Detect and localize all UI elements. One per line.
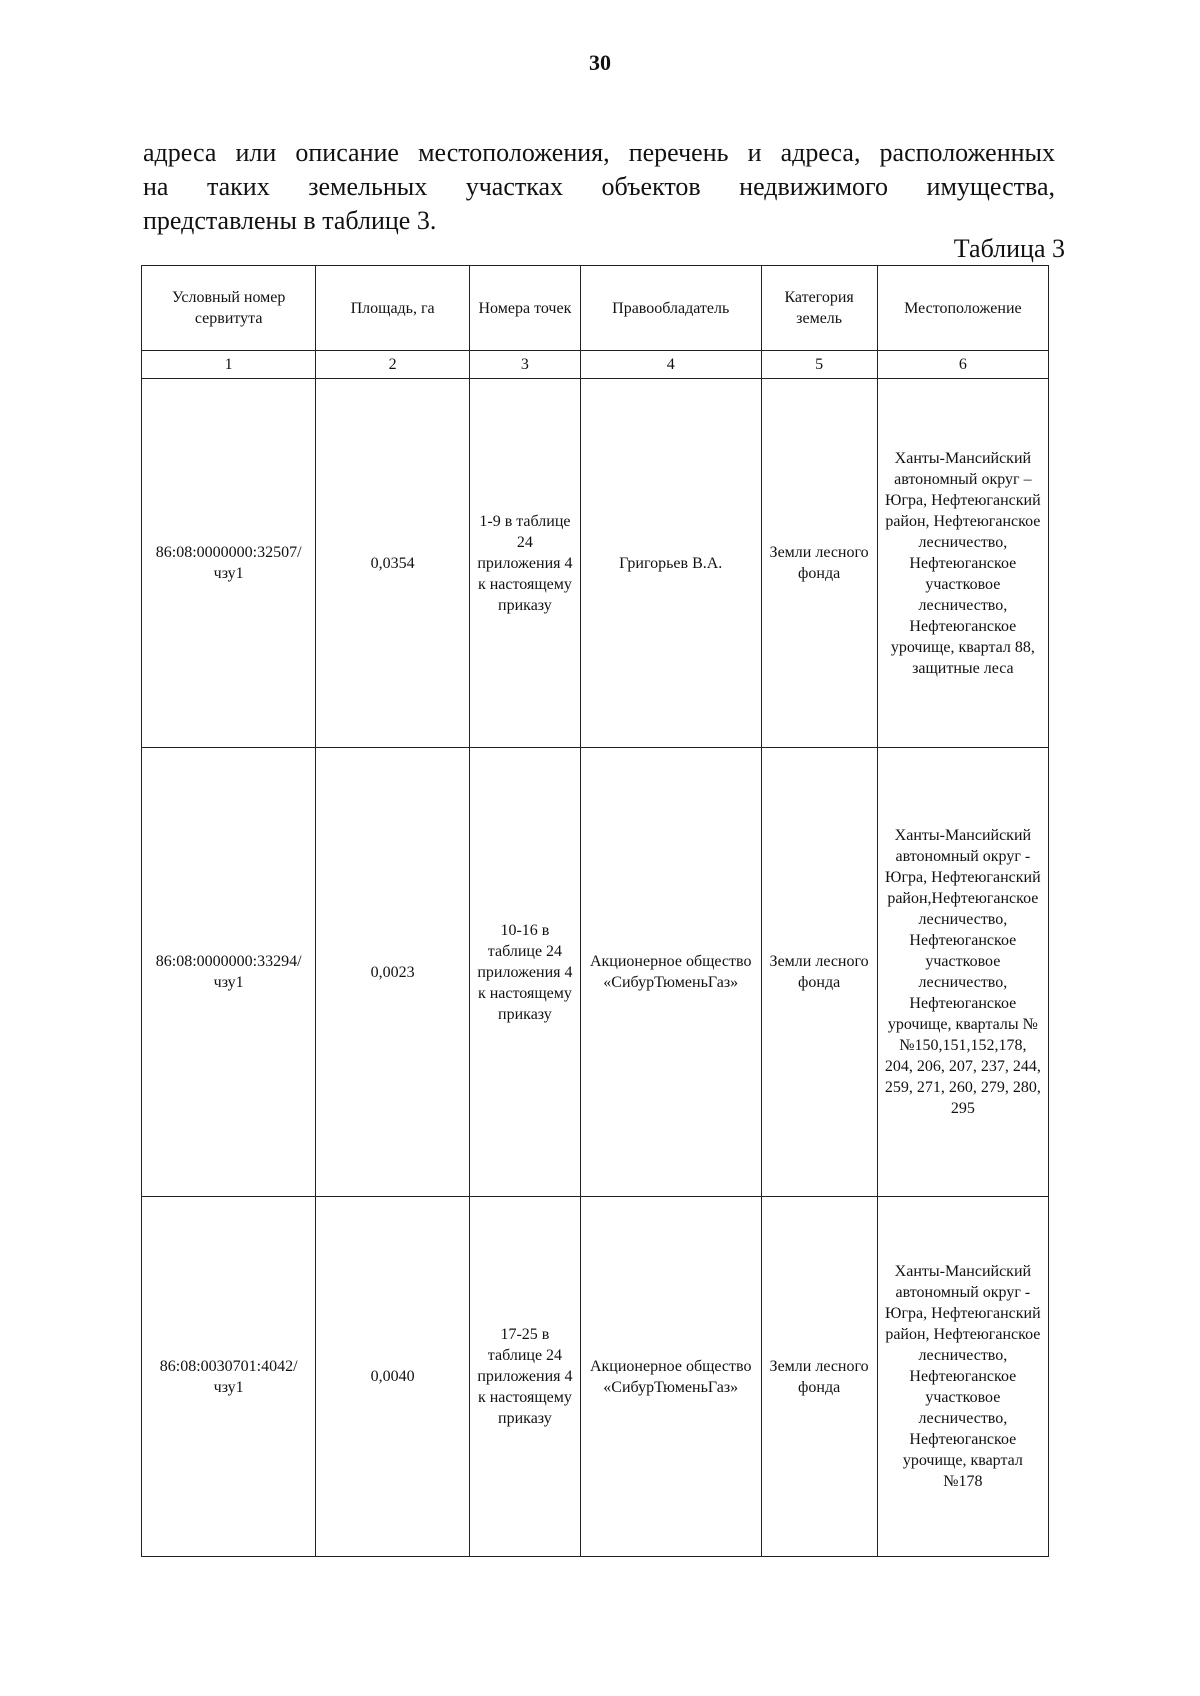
- header-points: Номера точек: [469, 266, 580, 351]
- land-category-cell: Земли лесного фонда: [761, 1197, 877, 1557]
- intro-line-2: на таких земельных участках объектов недвижимого имущества,: [143, 172, 1055, 201]
- owner-cell: Григорьев В.А.: [580, 379, 761, 748]
- table-caption: Таблица 3: [953, 234, 1065, 263]
- table-column-numbers-row: [142, 351, 1049, 379]
- location-cell: Ханты-Мансийский автономный округ - Югра, Нефтеюганский район,Нефтеюганское лесничество, Нефтеюганское участковое лесничество, Нефтеюганское урочище, кварталы №№150,151,152,178, 204, 206, 207, 237, 244, 259, 271, 260, 279, 280, 295: [877, 748, 1048, 1197]
- intro-line-3: представлены в таблице 3.: [143, 206, 437, 235]
- header-land-category: Категория земель: [761, 266, 877, 351]
- points-cell: 17-25 в таблице 24 приложения 4 к настоящему приказу: [469, 1197, 580, 1557]
- area-cell: 0,0040: [316, 1197, 470, 1557]
- owner-cell: Акционерное общество «СибурТюменьГаз»: [580, 1197, 761, 1557]
- column-number: 4: [580, 351, 761, 379]
- table-row: [142, 748, 1049, 1197]
- header-servitude-number: Условный номер сервитута: [142, 266, 316, 351]
- servitude-number-cell: 86:08:0030701:4042/чзу1: [142, 1197, 316, 1557]
- header-owner: Правообладатель: [580, 266, 761, 351]
- column-number: 2: [316, 351, 470, 379]
- servitude-number-cell: 86:08:0000000:32507/чзу1: [142, 379, 316, 748]
- location-cell: Ханты-Мансийский автономный округ - Югра, Нефтеюганский район, Нефтеюганское лесничество, Нефтеюганское участковое лесничество, Нефтеюганское урочище, квартал №178: [877, 1197, 1048, 1557]
- table-row: [142, 1197, 1049, 1557]
- area-cell: 0,0354: [316, 379, 470, 748]
- intro-line-1: адреса или описание местоположения, перечень и адреса, расположенных: [143, 138, 1055, 167]
- servitude-table: [141, 265, 1049, 1557]
- land-category-cell: Земли лесного фонда: [761, 379, 877, 748]
- points-cell: 1-9 в таблице 24 приложения 4 к настоящему приказу: [469, 379, 580, 748]
- page-number: 30: [589, 50, 611, 75]
- column-number: 5: [761, 351, 877, 379]
- servitude-number-cell: 86:08:0000000:33294/чзу1: [142, 748, 316, 1197]
- owner-cell: Акционерное общество «СибурТюменьГаз»: [580, 748, 761, 1197]
- header-location: Местоположение: [877, 266, 1048, 351]
- land-category-cell: Земли лесного фонда: [761, 748, 877, 1197]
- table-row: [142, 379, 1049, 748]
- column-number: 6: [877, 351, 1048, 379]
- area-cell: 0,0023: [316, 748, 470, 1197]
- points-cell: 10-16 в таблице 24 приложения 4 к настоящему приказу: [469, 748, 580, 1197]
- header-area: Площадь, га: [316, 266, 470, 351]
- intro-paragraph: [143, 136, 1055, 238]
- column-number: 3: [469, 351, 580, 379]
- table-header-row: [142, 266, 1049, 351]
- column-number: 1: [142, 351, 316, 379]
- location-cell: Ханты-Мансийский автономный округ – Югра, Нефтеюганский район, Нефтеюганское лесничество, Нефтеюганское участковое лесничество, Нефтеюганское урочище, квартал 88, защитные леса: [877, 379, 1048, 748]
